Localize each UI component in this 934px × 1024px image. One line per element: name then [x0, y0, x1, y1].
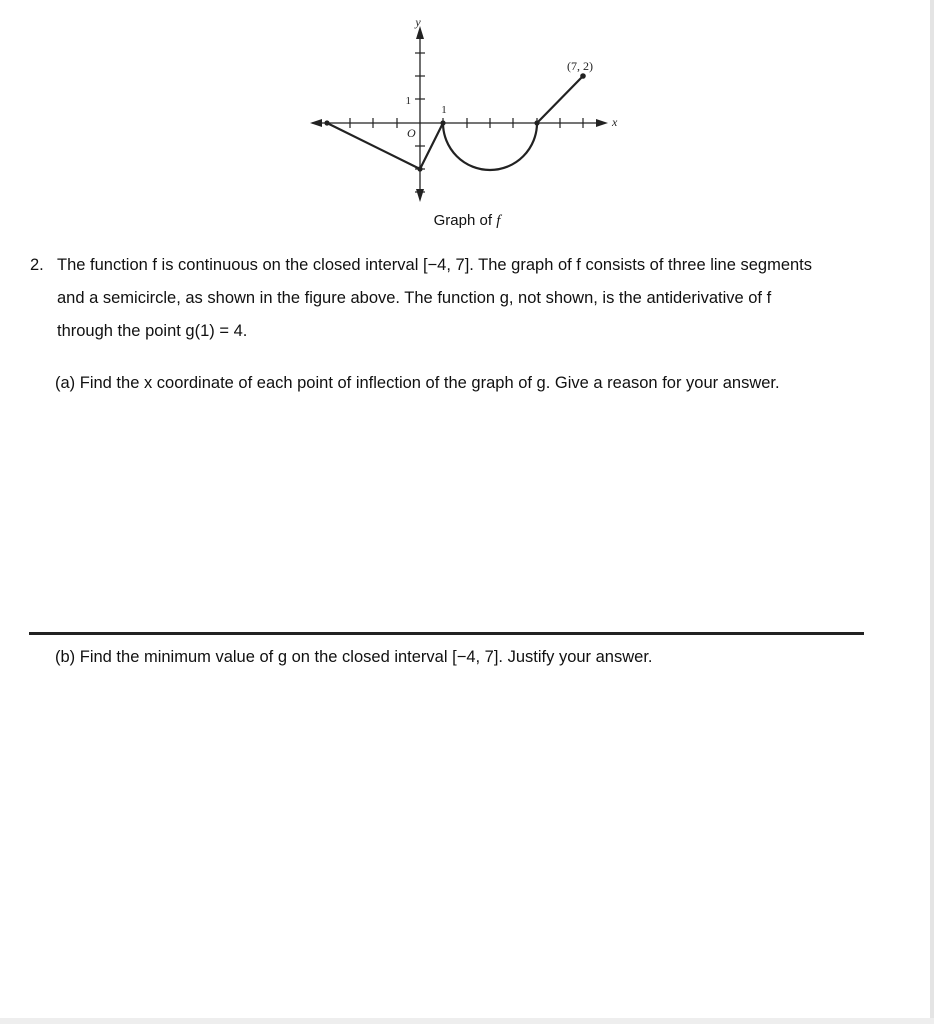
x-intercept-1	[440, 120, 445, 125]
graph-of-f	[300, 10, 630, 210]
section-divider	[29, 632, 864, 635]
x-intercept-5	[534, 120, 539, 125]
y-axis-arrow-down	[416, 189, 424, 202]
question-line-3: through the point g(1) = 4.	[57, 322, 248, 340]
segment-right	[537, 76, 583, 123]
endpoint-coordinate-label: (7, 2)	[567, 59, 593, 73]
page-edge-bottom	[0, 1018, 934, 1024]
x-tick-label-1: 1	[441, 104, 447, 116]
origin-label: O	[407, 126, 416, 140]
question-line-2: and a semicircle, as shown in the figure above. The function g, not shown, is the antiderivative of f	[57, 289, 772, 307]
x-axis-arrow-left	[310, 119, 322, 127]
part-b-prompt: (b) Find the minimum value of g on the closed interval [−4, 7]. Justify your answer.	[55, 648, 653, 666]
vertex-point	[417, 166, 422, 171]
x-axis-label: x	[612, 115, 618, 129]
endpoint-right	[580, 73, 586, 79]
endpoint-left	[324, 120, 329, 125]
page-edge-right	[930, 0, 934, 1024]
semicircle	[443, 123, 537, 170]
figure-caption	[0, 212, 934, 230]
x-axis-arrow-right	[596, 119, 608, 127]
y-tick-label-1: 1	[405, 95, 411, 107]
question-number: 2.	[30, 256, 44, 274]
part-a-prompt: (a) Find the x coordinate of each point of inflection of the graph of g. Give a reason for your answer.	[55, 374, 780, 392]
graph-svg	[300, 10, 630, 210]
caption-prefix: Graph of	[433, 212, 497, 229]
question-line-1: The function f is continuous on the closed interval [−4, 7]. The graph of f consists of three line segments	[57, 256, 813, 274]
y-axis-label: y	[415, 15, 421, 29]
caption-function: f	[496, 213, 501, 229]
